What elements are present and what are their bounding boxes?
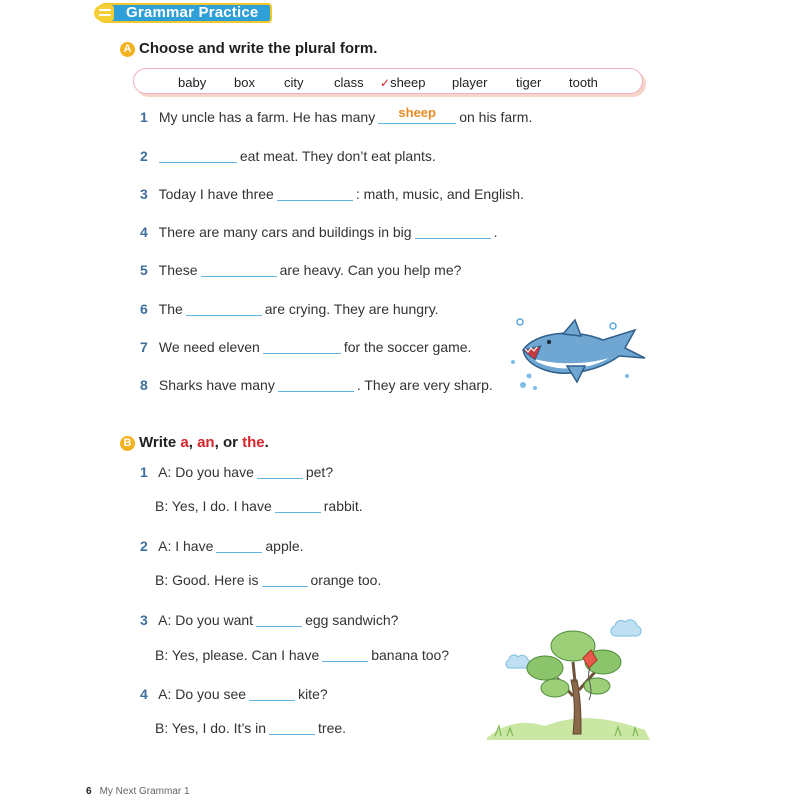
option-an: an <box>197 434 215 451</box>
answer-blank[interactable] <box>159 148 237 163</box>
answer-blank[interactable] <box>216 538 262 553</box>
section-b-item-3-a: 3 A: Do you want egg sandwich? <box>140 612 399 628</box>
word-bank-item: box <box>234 75 255 90</box>
section-a-item-1: 1 My uncle has a farm. He has many sheep on his farm. <box>140 105 533 125</box>
tree-with-kite-illustration <box>485 610 655 745</box>
section-a-item-5: 5 These are heavy. Can you help me? <box>140 262 462 278</box>
answer-blank[interactable] <box>269 720 315 735</box>
answer-blank[interactable] <box>415 224 491 239</box>
page-number: 6 <box>86 786 92 797</box>
answer-blank[interactable] <box>257 464 303 479</box>
word-bank-item: player <box>452 75 488 90</box>
section-a-instruction: Choose and write the plural form. <box>139 40 378 57</box>
section-b-item-3-b: B: Yes, please. Can I have banana too? <box>155 647 450 663</box>
shark-icon <box>511 319 645 390</box>
section-b-heading: B Write a, an, or the. <box>120 434 269 451</box>
word-bank-item: city <box>284 75 304 90</box>
answer-blank[interactable] <box>201 262 277 277</box>
section-b-item-2-a: 2 A: I have apple. <box>140 538 304 554</box>
section-b-badge: B <box>120 436 135 451</box>
section-b-instruction: Write <box>139 434 177 451</box>
section-a-item-7: 7 We need eleven for the soccer game. <box>140 339 472 355</box>
word-bank-item: class <box>334 75 364 90</box>
answer-blank[interactable] <box>249 686 295 701</box>
section-b-item-1-a: 1 A: Do you have pet? <box>140 464 334 480</box>
word-bank-item: tiger <box>516 75 542 90</box>
section-a-item-4: 4 There are many cars and buildings in big . <box>140 224 498 240</box>
section-b-item-4-b: B: Yes, I do. It’s in tree. <box>155 720 347 736</box>
shark-illustration <box>505 318 655 398</box>
section-b-item-2-b: B: Good. Here is orange too. <box>155 572 382 588</box>
checkmark-icon: ✓ <box>380 76 391 90</box>
answer-blank[interactable] <box>322 647 368 662</box>
section-a-item-2: 2 eat meat. They don’t eat plants. <box>140 148 436 164</box>
word-bank-item: baby <box>178 75 207 90</box>
section-a-item-3: 3 Today I have three : math, music, and English. <box>140 186 524 202</box>
answer-blank[interactable] <box>186 301 262 316</box>
answer-blank[interactable] <box>378 105 456 124</box>
grammar-practice-tag <box>96 3 272 25</box>
option-the: the <box>242 434 265 451</box>
section-a-item-8: 8 Sharks have many . They are very sharp. <box>140 377 493 393</box>
answer-blank[interactable] <box>278 377 354 392</box>
answer-blank[interactable] <box>275 498 321 513</box>
section-b-item-4-a: 4 A: Do you see kite? <box>140 686 328 702</box>
tag-stripes-icon <box>94 5 114 21</box>
answer-blank[interactable] <box>263 339 341 354</box>
section-a-heading <box>120 40 377 57</box>
answer-blank[interactable] <box>262 572 308 587</box>
word-bank <box>133 68 643 94</box>
section-a-badge: A <box>120 42 135 57</box>
answer-blank[interactable] <box>256 612 302 627</box>
section-a-item-6: 6 The are crying. They are hungry. <box>140 301 439 317</box>
filled-answer: sheep <box>398 105 436 120</box>
word-bank-item: tooth <box>569 75 598 90</box>
book-title: My Next Grammar 1 <box>99 786 190 797</box>
section-b-item-1-b: B: Yes, I do. I have rabbit. <box>155 498 363 514</box>
answer-blank[interactable] <box>277 186 353 201</box>
option-a: a <box>180 434 189 451</box>
page-footer <box>86 786 190 797</box>
tag-label: Grammar Practice <box>126 4 259 21</box>
tree-icon <box>487 620 650 740</box>
word-bank-item-checked: ✓sheep <box>380 75 426 90</box>
